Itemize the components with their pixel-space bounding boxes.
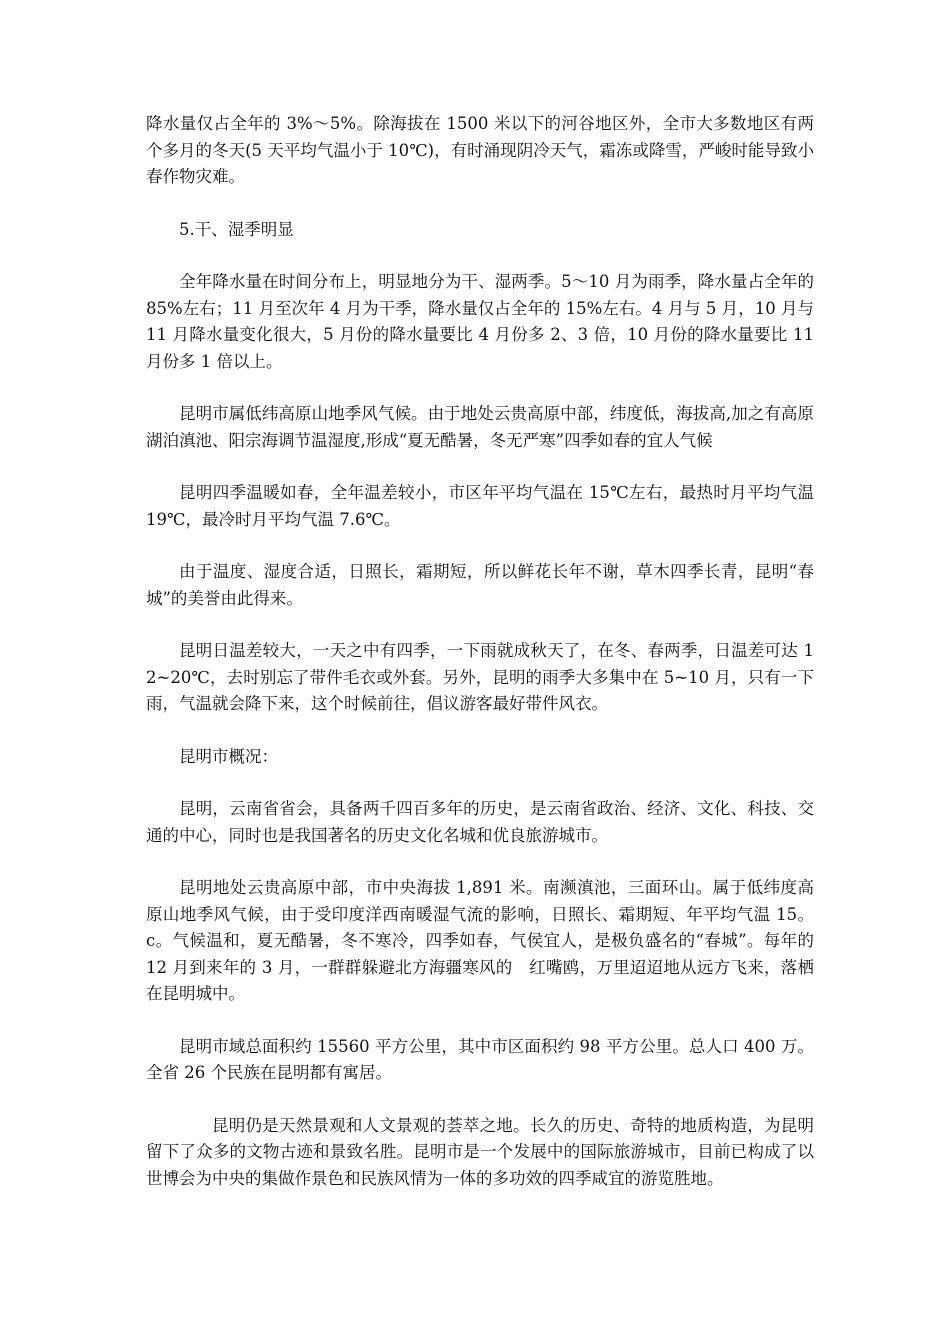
paragraph-spring-city: 由于温度、湿度合适，日照长，霜期短，所以鲜花长年不谢，草木四季长青，昆明“春城”的美誉由此得来。 <box>146 562 814 608</box>
paragraph-precipitation-winter: 降水量仅占全年的 3%～5%。除海拔在 1500 米以下的河谷地区外，全市大多数地区有两个多月的冬天(5 天平均气温小于 10℃)，有时涌现阴冷天气，霜冻或降雪，严峻时能导致小春作物灾难。 <box>146 114 814 186</box>
section-heading-overview: 昆明市概况： <box>179 746 278 766</box>
paragraph-area-population: 昆明市域总面积约 15560 平方公里，其中市区面积约 98 平方公里。总人口 400 万。全省 26 个民族在昆明都有寓居。 <box>146 1036 814 1082</box>
paragraph-temperature: 昆明四季温暖如春，全年温差较小，市区年平均气温在 15℃左右，最热时月平均气温 19℃，最冷时月平均气温 7.6℃。 <box>146 483 814 529</box>
paragraph-geography: 昆明地处云贵高原中部，市中央海拔 1,891 米。南濒滇池，三面环山。属于低纬度高原山地季风气候，由于受印度洋西南暖湿气流的影响，日照长、霜期短、年平均气温 15。c。气候温和，夏无酷暑，冬不寒冷，四季如春，气侯宜人，是极负盛名的“春城”。每年的 12 月到来年的 3 月，一群群躲避北方海疆寒风的 红嘴鸥，万里迢迢地从远方飞来，落栖在昆明城中。 <box>146 878 814 1003</box>
section-heading-dry-wet-season: 5.干、湿季明显 <box>179 219 294 239</box>
paragraph-capital-intro: 昆明，云南省省会，具备两千四百多年的历史，是云南省政治、经济、文化、科技、交通的中心，同时也是我国著名的历史文化名城和优良旅游城市。 <box>146 799 814 845</box>
paragraph-tourism: 昆明仍是天然景观和人文景观的荟萃之地。长久的历史、奇特的地质构造，为昆明留下了众多的文物古迹和景致名胜。昆明市是一个发展中的国际旅游城市，目前已构成了以世博会为中央的集做作景色和民族风情为一体的多功效的四季咸宜的游览胜地。 <box>146 1115 814 1188</box>
paragraph-rainfall-distribution: 全年降水量在时间分布上，明显地分为干、湿两季。5～10 月为雨季，降水量占全年的 85%左右；11 月至次年 4 月为干季，降水量仅占全年的 15%左右。4 月与 5 月，10 月与 11 月降水量变化很大，5 月份的降水量要比 4 月份多 2、3 倍，10 月份的降水量要比 11 月份多 1 倍以上。 <box>146 272 814 371</box>
paragraph-daily-temperature: 昆明日温差较大，一天之中有四季，一下雨就成秋天了，在冬、春两季，日温差可达 12~20℃，去时别忘了带件毛衣或外套。另外，昆明的雨季大多集中在 5~10 月，只有一下雨，气温就会降下来，这个时候前往，倡议游客最好带件风衣。 <box>146 641 814 713</box>
paragraph-climate-type: 昆明市属低纬高原山地季风气候。由于地处云贵高原中部，纬度低，海拔高,加之有高原湖泊滇池、阳宗海调节温湿度,形成“夏无酷暑，冬无严寒”四季如春的宜人气候 <box>146 404 814 450</box>
document-body <box>146 111 814 1218</box>
